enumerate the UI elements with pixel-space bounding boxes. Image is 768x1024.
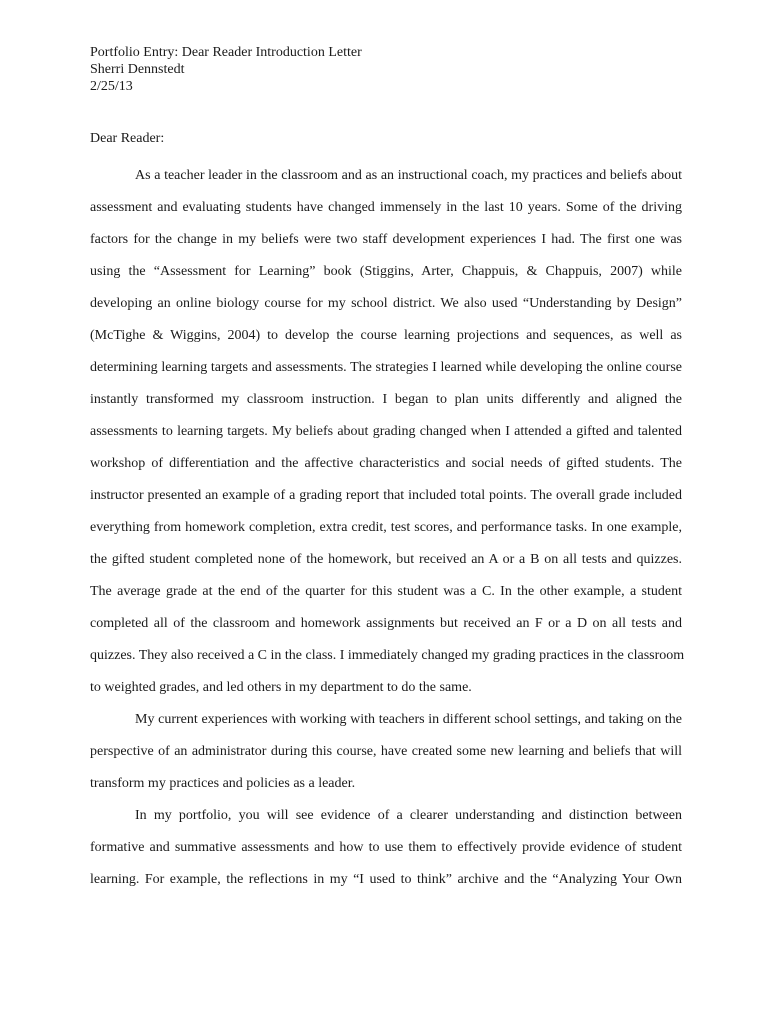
text-line: learning. For example, the reflections in my “I used to think” archive and the “Analyzing Your Own	[90, 872, 682, 887]
text-line: transform my practices and policies as a leader.	[90, 776, 356, 791]
text-line: the gifted student completed none of the homework, but received an A or a B on all tests and quizzes.	[90, 552, 682, 567]
text-line: to weighted grades, and led others in my department to do the same.	[90, 680, 472, 695]
text-line: instantly transformed my classroom instruction. I began to plan units differently and aligned the	[90, 392, 682, 407]
text-line: quizzes. They also received a C in the class. I immediately changed my grading practices in the classroom	[90, 648, 685, 663]
text-line: In my portfolio, you will see evidence of a clearer understanding and distinction between	[135, 808, 682, 823]
author-name: Sherri Dennstedt	[90, 62, 185, 77]
text-line: developing an online biology course for my school district. We also used “Understanding by Design”	[90, 296, 682, 311]
text-line: completed all of the classroom and homework assignments but received an F or a D on all tests and	[90, 616, 682, 631]
text-line: (McTighe & Wiggins, 2004) to develop the course learning projections and sequences, as well as	[90, 328, 682, 343]
text-line: formative and summative assessments and how to use them to effectively provide evidence of student	[90, 840, 682, 855]
letter-body	[90, 160, 685, 896]
text-line: assessment and evaluating students have changed immensely in the last 10 years. Some of the driving	[90, 200, 682, 215]
text-line: My current experiences with working with teachers in different school settings, and taking on the	[135, 712, 682, 727]
text-line: determining learning targets and assessments. The strategies I learned while developing the online course	[90, 360, 682, 375]
text-line: As a teacher leader in the classroom and as an instructional coach, my practices and beliefs about	[135, 168, 682, 183]
text-line: everything from homework completion, extra credit, test scores, and performance tasks. In one example,	[90, 520, 682, 535]
text-line: perspective of an administrator during this course, have created some new learning and beliefs that will	[90, 744, 682, 759]
entry-title: Portfolio Entry: Dear Reader Introduction Letter	[90, 45, 362, 60]
text-line: assessments to learning targets. My beliefs about grading changed when I attended a gifted and talented	[90, 424, 682, 439]
text-line: using the “Assessment for Learning” book (Stiggins, Arter, Chappuis, & Chappuis, 2007) while	[90, 264, 682, 279]
text-line: The average grade at the end of the quarter for this student was a C. In the other example, a student	[90, 584, 682, 599]
text-line: workshop of differentiation and the affective characteristics and social needs of gifted students. The	[90, 456, 682, 471]
document-header	[90, 44, 362, 95]
salutation: Dear Reader:	[90, 131, 165, 146]
text-line: instructor presented an example of a grading report that included total points. The overall grade included	[90, 488, 682, 503]
text-line: factors for the change in my beliefs were two staff development experiences I had. The first one was	[90, 232, 682, 247]
entry-date: 2/25/13	[90, 79, 133, 94]
